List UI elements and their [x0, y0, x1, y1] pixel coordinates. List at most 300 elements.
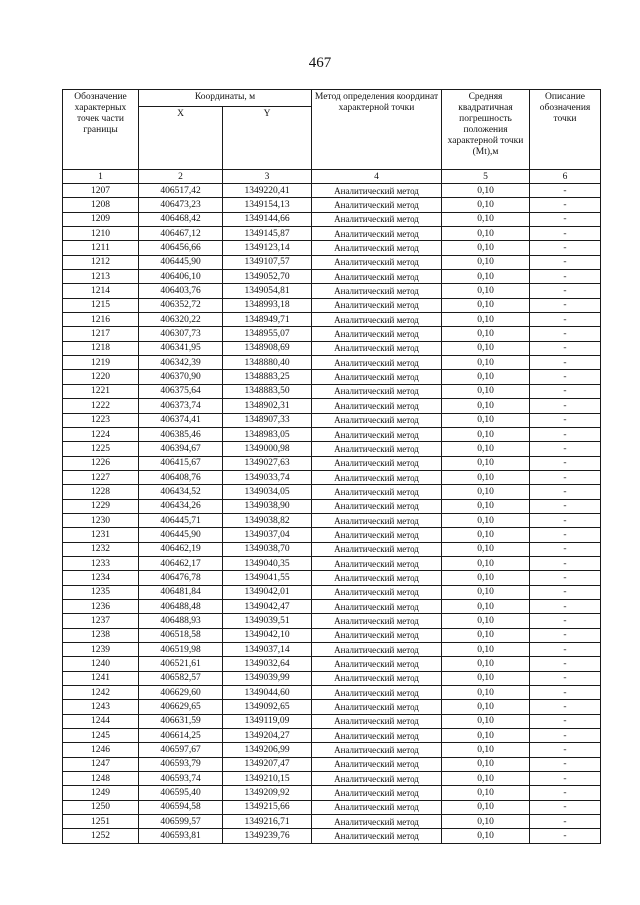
x-cell: 406403,76	[139, 284, 223, 298]
y-cell: 1349042,47	[223, 599, 312, 613]
y-cell: 1349037,14	[223, 643, 312, 657]
y-cell: 1349032,64	[223, 657, 312, 671]
point-id-cell: 1235	[63, 585, 139, 599]
point-id-cell: 1244	[63, 714, 139, 728]
table-row	[63, 829, 601, 843]
table-row	[63, 729, 601, 743]
table-row	[63, 657, 601, 671]
description-cell: -	[530, 212, 601, 226]
x-cell: 406518,58	[139, 628, 223, 642]
y-cell: 1349041,55	[223, 571, 312, 585]
error-cell: 0,10	[442, 327, 530, 341]
method-cell: Аналитический метод	[312, 829, 442, 843]
method-cell: Аналитический метод	[312, 571, 442, 585]
description-cell: -	[530, 643, 601, 657]
x-cell: 406385,46	[139, 427, 223, 441]
table-row	[63, 700, 601, 714]
error-cell: 0,10	[442, 556, 530, 570]
x-cell: 406462,19	[139, 542, 223, 556]
method-cell: Аналитический метод	[312, 485, 442, 499]
table-row	[63, 356, 601, 370]
y-cell: 1349220,41	[223, 184, 312, 198]
point-id-cell: 1242	[63, 686, 139, 700]
y-cell: 1349210,15	[223, 772, 312, 786]
description-cell: -	[530, 729, 601, 743]
description-cell: -	[530, 628, 601, 642]
method-cell: Аналитический метод	[312, 241, 442, 255]
table-row	[63, 599, 601, 613]
point-id-cell: 1234	[63, 571, 139, 585]
x-cell: 406599,57	[139, 815, 223, 829]
table-body	[63, 184, 601, 844]
description-cell: -	[530, 556, 601, 570]
description-cell: -	[530, 686, 601, 700]
y-cell: 1349209,92	[223, 786, 312, 800]
table-row	[63, 227, 601, 241]
description-cell: -	[530, 198, 601, 212]
error-cell: 0,10	[442, 485, 530, 499]
y-cell: 1348993,18	[223, 298, 312, 312]
table-row	[63, 442, 601, 456]
error-cell: 0,10	[442, 571, 530, 585]
table-row	[63, 815, 601, 829]
table-row	[63, 571, 601, 585]
error-cell: 0,10	[442, 212, 530, 226]
point-id-cell: 1220	[63, 370, 139, 384]
error-cell: 0,10	[442, 427, 530, 441]
method-cell: Аналитический метод	[312, 657, 442, 671]
y-cell: 1349204,27	[223, 729, 312, 743]
x-cell: 406468,42	[139, 212, 223, 226]
method-cell: Аналитический метод	[312, 700, 442, 714]
y-cell: 1348883,50	[223, 384, 312, 398]
x-cell: 406488,93	[139, 614, 223, 628]
y-cell: 1349040,35	[223, 556, 312, 570]
x-cell: 406631,59	[139, 714, 223, 728]
x-cell: 406462,17	[139, 556, 223, 570]
y-cell: 1349038,82	[223, 513, 312, 527]
point-id-cell: 1226	[63, 456, 139, 470]
x-cell: 406373,74	[139, 399, 223, 413]
header-coordinates: Координаты, м	[139, 90, 312, 107]
method-cell: Аналитический метод	[312, 815, 442, 829]
point-id-cell: 1237	[63, 614, 139, 628]
table-row	[63, 341, 601, 355]
error-cell: 0,10	[442, 528, 530, 542]
table-row	[63, 772, 601, 786]
method-cell: Аналитический метод	[312, 743, 442, 757]
table-row	[63, 384, 601, 398]
description-cell: -	[530, 456, 601, 470]
x-cell: 406614,25	[139, 729, 223, 743]
error-cell: 0,10	[442, 241, 530, 255]
description-cell: -	[530, 528, 601, 542]
y-cell: 1349038,70	[223, 542, 312, 556]
x-cell: 406445,90	[139, 528, 223, 542]
x-cell: 406597,67	[139, 743, 223, 757]
table-row	[63, 327, 601, 341]
method-cell: Аналитический метод	[312, 614, 442, 628]
error-cell: 0,10	[442, 686, 530, 700]
table-row	[63, 643, 601, 657]
point-id-cell: 1249	[63, 786, 139, 800]
description-cell: -	[530, 800, 601, 814]
method-cell: Аналитический метод	[312, 270, 442, 284]
method-cell: Аналитический метод	[312, 255, 442, 269]
point-id-cell: 1230	[63, 513, 139, 527]
method-cell: Аналитический метод	[312, 772, 442, 786]
error-cell: 0,10	[442, 356, 530, 370]
description-cell: -	[530, 298, 601, 312]
x-cell: 406408,76	[139, 470, 223, 484]
method-cell: Аналитический метод	[312, 542, 442, 556]
description-cell: -	[530, 442, 601, 456]
y-cell: 1348949,71	[223, 313, 312, 327]
y-cell: 1349033,74	[223, 470, 312, 484]
y-cell: 1348902,31	[223, 399, 312, 413]
table-row	[63, 399, 601, 413]
x-cell: 406593,81	[139, 829, 223, 843]
point-id-cell: 1233	[63, 556, 139, 570]
table-row	[63, 614, 601, 628]
method-cell: Аналитический метод	[312, 212, 442, 226]
description-cell: -	[530, 227, 601, 241]
table-row	[63, 743, 601, 757]
point-id-cell: 1225	[63, 442, 139, 456]
description-cell: -	[530, 599, 601, 613]
y-cell: 1349145,87	[223, 227, 312, 241]
table-row	[63, 513, 601, 527]
x-cell: 406629,65	[139, 700, 223, 714]
method-cell: Аналитический метод	[312, 729, 442, 743]
point-id-cell: 1218	[63, 341, 139, 355]
method-cell: Аналитический метод	[312, 757, 442, 771]
method-cell: Аналитический метод	[312, 628, 442, 642]
table-row	[63, 198, 601, 212]
y-cell: 1348883,25	[223, 370, 312, 384]
description-cell: -	[530, 571, 601, 585]
table-row	[63, 270, 601, 284]
column-number: 4	[312, 170, 442, 184]
table-row	[63, 241, 601, 255]
error-cell: 0,10	[442, 800, 530, 814]
method-cell: Аналитический метод	[312, 356, 442, 370]
description-cell: -	[530, 341, 601, 355]
x-cell: 406307,73	[139, 327, 223, 341]
point-id-cell: 1207	[63, 184, 139, 198]
table-row	[63, 671, 601, 685]
table-row	[63, 485, 601, 499]
description-cell: -	[530, 772, 601, 786]
error-cell: 0,10	[442, 499, 530, 513]
point-id-cell: 1238	[63, 628, 139, 642]
x-cell: 406320,22	[139, 313, 223, 327]
x-cell: 406521,61	[139, 657, 223, 671]
x-cell: 406375,64	[139, 384, 223, 398]
point-id-cell: 1252	[63, 829, 139, 843]
method-cell: Аналитический метод	[312, 599, 442, 613]
table-row	[63, 628, 601, 642]
x-cell: 406394,67	[139, 442, 223, 456]
header-point: Обозначение характерных точек части границы	[63, 90, 139, 170]
table-row	[63, 542, 601, 556]
table-row	[63, 370, 601, 384]
description-cell: -	[530, 370, 601, 384]
description-cell: -	[530, 585, 601, 599]
description-cell: -	[530, 255, 601, 269]
y-cell: 1349119,09	[223, 714, 312, 728]
method-cell: Аналитический метод	[312, 413, 442, 427]
table-row	[63, 800, 601, 814]
description-cell: -	[530, 714, 601, 728]
description-cell: -	[530, 470, 601, 484]
error-cell: 0,10	[442, 671, 530, 685]
description-cell: -	[530, 513, 601, 527]
description-cell: -	[530, 671, 601, 685]
description-cell: -	[530, 829, 601, 843]
table-row	[63, 212, 601, 226]
error-cell: 0,10	[442, 643, 530, 657]
point-id-cell: 1223	[63, 413, 139, 427]
description-cell: -	[530, 757, 601, 771]
x-cell: 406445,71	[139, 513, 223, 527]
method-cell: Аналитический метод	[312, 370, 442, 384]
error-cell: 0,10	[442, 628, 530, 642]
point-id-cell: 1221	[63, 384, 139, 398]
table-row	[63, 585, 601, 599]
table-row	[63, 184, 601, 198]
error-cell: 0,10	[442, 184, 530, 198]
x-cell: 406370,90	[139, 370, 223, 384]
y-cell: 1349239,76	[223, 829, 312, 843]
y-cell: 1349039,51	[223, 614, 312, 628]
column-number: 2	[139, 170, 223, 184]
error-cell: 0,10	[442, 313, 530, 327]
y-cell: 1348907,33	[223, 413, 312, 427]
point-id-cell: 1239	[63, 643, 139, 657]
table-row	[63, 427, 601, 441]
point-id-cell: 1210	[63, 227, 139, 241]
x-cell: 406582,57	[139, 671, 223, 685]
y-cell: 1349123,14	[223, 241, 312, 255]
description-cell: -	[530, 743, 601, 757]
method-cell: Аналитический метод	[312, 499, 442, 513]
table-row	[63, 757, 601, 771]
point-id-cell: 1247	[63, 757, 139, 771]
x-cell: 406593,79	[139, 757, 223, 771]
point-id-cell: 1232	[63, 542, 139, 556]
method-cell: Аналитический метод	[312, 427, 442, 441]
method-cell: Аналитический метод	[312, 513, 442, 527]
point-id-cell: 1245	[63, 729, 139, 743]
point-id-cell: 1228	[63, 485, 139, 499]
page-number: 467	[308, 55, 332, 71]
x-cell: 406629,60	[139, 686, 223, 700]
error-cell: 0,10	[442, 513, 530, 527]
x-cell: 406415,67	[139, 456, 223, 470]
method-cell: Аналитический метод	[312, 556, 442, 570]
x-cell: 406456,66	[139, 241, 223, 255]
header-y: Y	[223, 107, 312, 170]
description-cell: -	[530, 384, 601, 398]
x-cell: 406374,41	[139, 413, 223, 427]
point-id-cell: 1211	[63, 241, 139, 255]
point-id-cell: 1213	[63, 270, 139, 284]
error-cell: 0,10	[442, 370, 530, 384]
error-cell: 0,10	[442, 542, 530, 556]
description-cell: -	[530, 356, 601, 370]
error-cell: 0,10	[442, 284, 530, 298]
table-row	[63, 456, 601, 470]
x-cell: 406473,23	[139, 198, 223, 212]
method-cell: Аналитический метод	[312, 800, 442, 814]
table-row	[63, 413, 601, 427]
point-id-cell: 1240	[63, 657, 139, 671]
description-cell: -	[530, 499, 601, 513]
error-cell: 0,10	[442, 270, 530, 284]
table-row	[63, 499, 601, 513]
error-cell: 0,10	[442, 772, 530, 786]
method-cell: Аналитический метод	[312, 284, 442, 298]
point-id-cell: 1246	[63, 743, 139, 757]
column-number: 1	[63, 170, 139, 184]
point-id-cell: 1216	[63, 313, 139, 327]
y-cell: 1349092,65	[223, 700, 312, 714]
y-cell: 1349206,99	[223, 743, 312, 757]
coordinates-table	[62, 89, 601, 844]
error-cell: 0,10	[442, 614, 530, 628]
y-cell: 1349215,66	[223, 800, 312, 814]
point-id-cell: 1224	[63, 427, 139, 441]
x-cell: 406517,42	[139, 184, 223, 198]
column-number: 3	[223, 170, 312, 184]
description-cell: -	[530, 614, 601, 628]
x-cell: 406476,78	[139, 571, 223, 585]
y-cell: 1348955,07	[223, 327, 312, 341]
error-cell: 0,10	[442, 456, 530, 470]
method-cell: Аналитический метод	[312, 341, 442, 355]
error-cell: 0,10	[442, 227, 530, 241]
x-cell: 406341,95	[139, 341, 223, 355]
description-cell: -	[530, 184, 601, 198]
x-cell: 406595,40	[139, 786, 223, 800]
header-method: Метод определения координат характерной точки	[312, 90, 442, 170]
error-cell: 0,10	[442, 743, 530, 757]
x-cell: 406445,90	[139, 255, 223, 269]
table-row	[63, 786, 601, 800]
x-cell: 406593,74	[139, 772, 223, 786]
x-cell: 406488,48	[139, 599, 223, 613]
y-cell: 1349037,04	[223, 528, 312, 542]
y-cell: 1348880,40	[223, 356, 312, 370]
method-cell: Аналитический метод	[312, 714, 442, 728]
description-cell: -	[530, 241, 601, 255]
x-cell: 406434,52	[139, 485, 223, 499]
method-cell: Аналитический метод	[312, 327, 442, 341]
method-cell: Аналитический метод	[312, 442, 442, 456]
point-id-cell: 1250	[63, 800, 139, 814]
method-cell: Аналитический метод	[312, 313, 442, 327]
error-cell: 0,10	[442, 442, 530, 456]
method-cell: Аналитический метод	[312, 585, 442, 599]
method-cell: Аналитический метод	[312, 786, 442, 800]
description-cell: -	[530, 700, 601, 714]
y-cell: 1349038,90	[223, 499, 312, 513]
x-cell: 406594,58	[139, 800, 223, 814]
description-cell: -	[530, 399, 601, 413]
point-id-cell: 1229	[63, 499, 139, 513]
method-cell: Аналитический метод	[312, 456, 442, 470]
description-cell: -	[530, 542, 601, 556]
point-id-cell: 1222	[63, 399, 139, 413]
y-cell: 1349052,70	[223, 270, 312, 284]
method-cell: Аналитический метод	[312, 198, 442, 212]
error-cell: 0,10	[442, 700, 530, 714]
error-cell: 0,10	[442, 829, 530, 843]
point-id-cell: 1214	[63, 284, 139, 298]
error-cell: 0,10	[442, 599, 530, 613]
method-cell: Аналитический метод	[312, 384, 442, 398]
method-cell: Аналитический метод	[312, 227, 442, 241]
error-cell: 0,10	[442, 470, 530, 484]
header-x: X	[139, 107, 223, 170]
y-cell: 1349000,98	[223, 442, 312, 456]
description-cell: -	[530, 427, 601, 441]
x-cell: 406519,98	[139, 643, 223, 657]
y-cell: 1349216,71	[223, 815, 312, 829]
error-cell: 0,10	[442, 757, 530, 771]
point-id-cell: 1215	[63, 298, 139, 312]
description-cell: -	[530, 284, 601, 298]
y-cell: 1348983,05	[223, 427, 312, 441]
method-cell: Аналитический метод	[312, 470, 442, 484]
error-cell: 0,10	[442, 384, 530, 398]
table-row	[63, 686, 601, 700]
y-cell: 1348908,69	[223, 341, 312, 355]
y-cell: 1349144,66	[223, 212, 312, 226]
error-cell: 0,10	[442, 198, 530, 212]
description-cell: -	[530, 485, 601, 499]
error-cell: 0,10	[442, 413, 530, 427]
description-cell: -	[530, 327, 601, 341]
x-cell: 406481,84	[139, 585, 223, 599]
error-cell: 0,10	[442, 399, 530, 413]
y-cell: 1349207,47	[223, 757, 312, 771]
point-id-cell: 1217	[63, 327, 139, 341]
point-id-cell: 1231	[63, 528, 139, 542]
header-error: Средняя квадратичная погрешность положения характерной точки (Mt),м	[442, 90, 530, 170]
error-cell: 0,10	[442, 585, 530, 599]
method-cell: Аналитический метод	[312, 686, 442, 700]
x-cell: 406406,10	[139, 270, 223, 284]
point-id-cell: 1227	[63, 470, 139, 484]
point-id-cell: 1248	[63, 772, 139, 786]
table-row	[63, 556, 601, 570]
table-row	[63, 298, 601, 312]
table-row	[63, 313, 601, 327]
y-cell: 1349034,05	[223, 485, 312, 499]
column-number: 5	[442, 170, 530, 184]
point-id-cell: 1219	[63, 356, 139, 370]
method-cell: Аналитический метод	[312, 671, 442, 685]
y-cell: 1349042,10	[223, 628, 312, 642]
error-cell: 0,10	[442, 786, 530, 800]
description-cell: -	[530, 313, 601, 327]
point-id-cell: 1208	[63, 198, 139, 212]
description-cell: -	[530, 815, 601, 829]
table-row	[63, 714, 601, 728]
y-cell: 1349042,01	[223, 585, 312, 599]
